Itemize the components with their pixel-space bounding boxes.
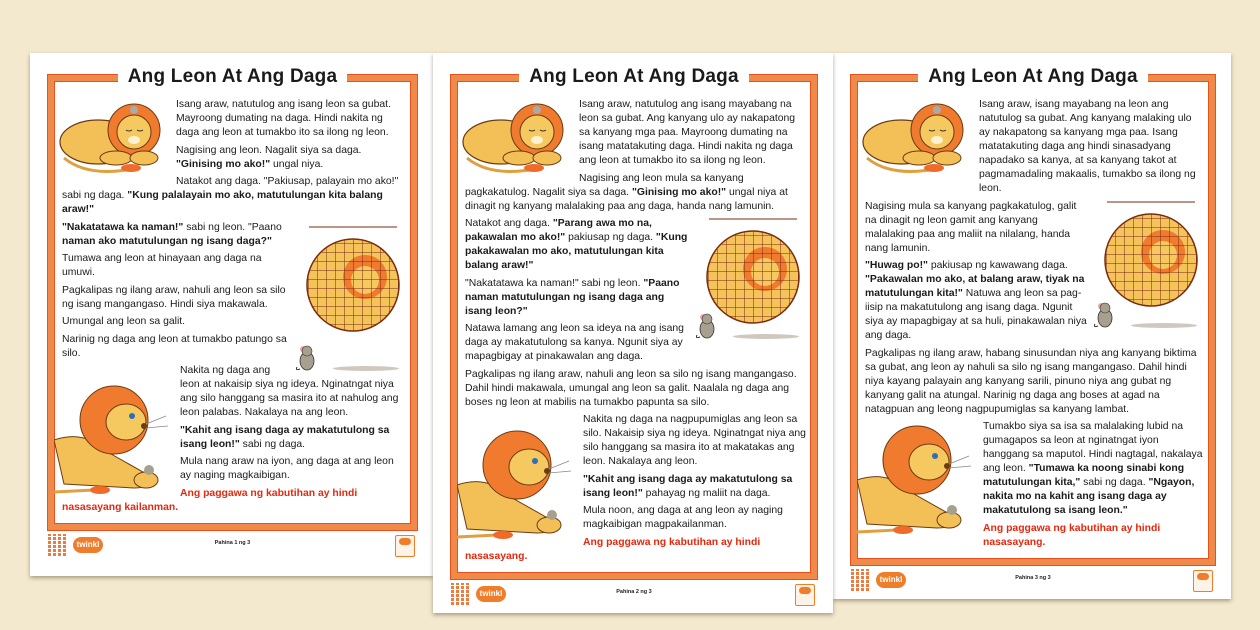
- dialogue-text: "Kung palalayain mo ako, matutulungan kita balang araw!": [62, 190, 383, 215]
- trapped-lion-in-net-illustration: [299, 225, 407, 337]
- dialogue-text: "Ngayon, nakita mo na kahit ang isang daga ay makatutulong sa isang leon.": [983, 477, 1195, 516]
- narration-text: Isang araw, natutulog ang isang mayabang na leon sa gubat. Ang kanyang ulo ay nakapatong sa kanyang mga paa. Mayroong dumating na isang matatakuting daga. Hindi nakita ng daga ang leon at tumakbo ito sa ilong ng leon.: [579, 99, 796, 166]
- quality-badge-icon: [395, 535, 415, 557]
- dialogue-text: "Paano naman matutulungan ng isang daga ang isang leon?": [465, 277, 680, 317]
- qr-code-icon: [451, 583, 471, 605]
- illustration: [54, 380, 172, 498]
- story-text: [62, 98, 407, 518]
- narration-text: Nagising mula sa kanyang pagkakatulog, galit na dinagit ng leon gamit ang kanyang malalaking paa ang maliit na nilalang, handa nang lamunin.: [865, 200, 1077, 254]
- moral-text: Ang paggawa ng kabutihan ay hindi nasasayang.: [983, 522, 1161, 548]
- standing-lion-with-mouse-illustration: [457, 425, 575, 543]
- narration-text: pakiusap ng daga.: [565, 232, 656, 243]
- dialogue-text: "Ginising mo ako!": [176, 158, 271, 170]
- twinkl-logo: twinkl: [876, 572, 906, 588]
- dialogue-text: "Kahit ang isang daga ay makatutulong sa isang leon!": [180, 424, 390, 450]
- narration-text: Pagkalipas ng ilang araw, habang sinusundan niya ang kanyang biktima sa gubat, ang leon ay nahuli sa silo ng isang mangangaso. Dahil hindi niya kayang palayain ang kanyang sarili, pinuno niya ang gubat ng kanyang galit na atungal. Narinig ng daga ang boses at agad na natagpuan ang leong nagpupumiglas sa kanyang lambat.: [865, 347, 1197, 415]
- story-paragraph: [865, 347, 1205, 417]
- narration-text: ungal niya.: [270, 158, 324, 170]
- twinkl-logo: twinkl: [476, 586, 506, 602]
- illustration: [859, 98, 971, 182]
- narration-text: ungal niya at dinagit ng kanyang malalaking paa ang daga, handa nang lamunin.: [465, 186, 788, 212]
- narration-text: Nakita ng daga ang leon at nakaisip siya ng ideya. Nginatngat niya ang silo hanggang sa masira ito at nahulog ang leon palabas. Nakalaya na ang leon.: [180, 365, 399, 418]
- narration-text: Isang araw, natutulog ang isang leon sa gubat. Mayroong dumating na daga. Hindi nakita ng daga ang leon at tumakbo ito sa ilong ng leon.: [176, 99, 391, 138]
- twinkl-logo: twinkl: [73, 537, 103, 553]
- page-border: [851, 66, 1215, 565]
- story-paragraph: [465, 368, 807, 410]
- page-title-wrap: [457, 66, 811, 89]
- trapped-lion-in-net-illustration: [1097, 200, 1205, 312]
- dialogue-text: "Tumawa ka noong sinabi kong matutulungan kita,": [983, 463, 1185, 488]
- narration-text: Narinig ng daga ang leon at tumakbo patungo sa silo.: [62, 333, 287, 359]
- page-title: Ang Leon At Ang Daga: [118, 66, 347, 87]
- narration-text: "Nakatatawa ka naman!" sabi ng leon.: [465, 277, 644, 289]
- narration-text: Nakita ng daga na nagpupumiglas ang leon sa silo. Nakaisip siya ng ideya. Nginatngat niya ang silo hanggang sa masira ito at makatakas ang leon. Nakalaya ang leon.: [583, 414, 806, 467]
- narration-text: Natawa lamang ang leon sa ideya na ang isang daga ay makatutulong sa kanya. Ngunit siya ay mapagbigay at pinakawalan ang daga.: [465, 323, 684, 362]
- narration-text: Umungal ang leon sa galit.: [62, 316, 186, 327]
- page-title-wrap: [857, 66, 1209, 89]
- page-title: Ang Leon At Ang Daga: [918, 66, 1147, 87]
- page-title-wrap: [54, 66, 411, 89]
- illustration: [459, 98, 571, 174]
- dialogue-text: "Huwag po!": [865, 260, 928, 271]
- page-number: Pahina 3 ng 3: [1015, 575, 1051, 581]
- moral-text: Ang paggawa ng kabutihan ay hindi nasasayang.: [465, 536, 761, 562]
- narration-text: Natakot ang daga. "Pakiusap, palayain mo ako!" sabi ng daga.: [62, 176, 399, 201]
- page-title: Ang Leon At Ang Daga: [519, 66, 748, 87]
- dialogue-text: "Ginising mo ako!": [631, 186, 727, 198]
- illustration: [56, 98, 168, 178]
- narration-text: Natuwa ang leon sa pag-iisip na makatutulong ang isang daga. Ngunit siya ay mapagbigay at sa huli, pinakawalan niya ang daga.: [865, 288, 1087, 341]
- sleeping-lion-illustration: [459, 98, 571, 178]
- narration-text: Pagkalipas ng ilang araw, nahuli ang leon sa silo ng isang mangangaso. Hindi siya makawala.: [62, 284, 286, 310]
- narration-text: sabi ng leon. "Paano: [183, 221, 282, 233]
- dialogue-text: "Kung pakakawalan mo ako, matutulungan kita balang araw!": [465, 232, 688, 271]
- illustration: [1093, 200, 1205, 328]
- page-border: [48, 66, 417, 530]
- dialogue-text: "Pakawalan mo ako, at balang araw, tiyak na matutulungan kita!": [865, 274, 1085, 299]
- dialogue-text: "Parang awa mo na, pakawalan mo ako!": [465, 218, 652, 243]
- story-text: [865, 98, 1205, 553]
- illustration: [857, 420, 975, 538]
- sleeping-lion-illustration: [56, 98, 168, 178]
- narration-text: Nagising ang leon mula sa kanyang pagkakatulog. Nagalit siya sa daga.: [465, 172, 744, 198]
- narration-text: Tumawa ang leon at hinayaan ang daga na umuwi.: [62, 253, 262, 278]
- illustration: [457, 425, 575, 543]
- net-shadow: [733, 334, 799, 339]
- story-paragraph: [62, 175, 407, 217]
- narration-text: Natakot ang daga.: [465, 218, 553, 229]
- page-number: Pahina 2 ng 3: [616, 589, 652, 595]
- worksheet-page-2: [433, 53, 833, 613]
- quality-badge-icon: [1193, 570, 1213, 592]
- story-text: [465, 98, 807, 567]
- narration-text: Isang araw, isang mayabang na leon ang natutulog sa gubat. Ang kanyang malaking ulo ay nakapatong sa kanyang mga paa. Isang matatakuting daga ang hindi sinasadyang napadako sa kanya, at sa kanyang takot at pagmamadaling makaalis, tumakbo sa ilong ng leon.: [979, 99, 1196, 194]
- trapped-lion-in-net-illustration: [699, 217, 807, 329]
- narration-text: sabi ng daga.: [239, 438, 306, 450]
- sleeping-lion-illustration: [859, 98, 971, 178]
- page-footer: [851, 569, 1215, 593]
- narration-text: Mula nang araw na iyon, ang daga at ang leon ay naging magkaibigan.: [180, 456, 394, 481]
- narration-text: Pagkalipas ng ilang araw, nahuli ang leon sa silo ng isang mangangaso. Dahil hindi makawala, umungal ang leon sa galit. Naalala ng daga ang boses ng leon at mabilis na tumakbo papunta sa silo.: [465, 368, 797, 408]
- page-footer: [451, 583, 817, 607]
- narration-text: pahayag ng maliit na daga.: [642, 487, 771, 499]
- narration-text: sabi ng daga.: [1080, 477, 1149, 488]
- illustration: [295, 225, 407, 371]
- quality-badge-icon: [795, 584, 815, 606]
- dialogue-text: "Nakatatawa ka naman!": [62, 221, 184, 233]
- worksheet-page-3: [833, 53, 1231, 599]
- illustration: [695, 217, 807, 339]
- narration-text: Nagising ang leon. Nagalit siya sa daga.: [176, 144, 362, 156]
- net-shadow: [333, 366, 399, 371]
- worksheet-page-1: [30, 53, 433, 576]
- narration-text: pakiusap ng kawawang daga.: [927, 260, 1068, 271]
- dialogue-text: "Kahit ang isang daga ay makatutulong sa isang leon!": [583, 473, 793, 499]
- mouse-illustration: [295, 341, 319, 371]
- narration-text: Mula noon, ang daga at ang leon ay naging magkaibigan magpakailanman.: [583, 505, 783, 530]
- page-number: Pahina 1 ng 3: [214, 540, 251, 546]
- qr-code-icon: [48, 534, 68, 556]
- narration-text: Tumakbo siya sa isa sa malalaking lubid na gumagapos sa leon at nginatngat iyon hanggang sa maputol. Hindi nagtagal, nakalaya ang leon.: [983, 421, 1203, 474]
- standing-lion-with-mouse-illustration: [857, 420, 975, 538]
- page-border: [451, 66, 817, 579]
- page-footer: [48, 534, 417, 558]
- qr-code-icon: [851, 569, 871, 591]
- dialogue-text: naman ako matutulungan ng isang daga?": [62, 235, 272, 247]
- net-shadow: [1131, 323, 1197, 328]
- standing-lion-with-mouse-illustration: [54, 380, 172, 498]
- moral-text: Ang paggawa ng kabutihan ay hindi nasasayang kailanman.: [62, 487, 358, 513]
